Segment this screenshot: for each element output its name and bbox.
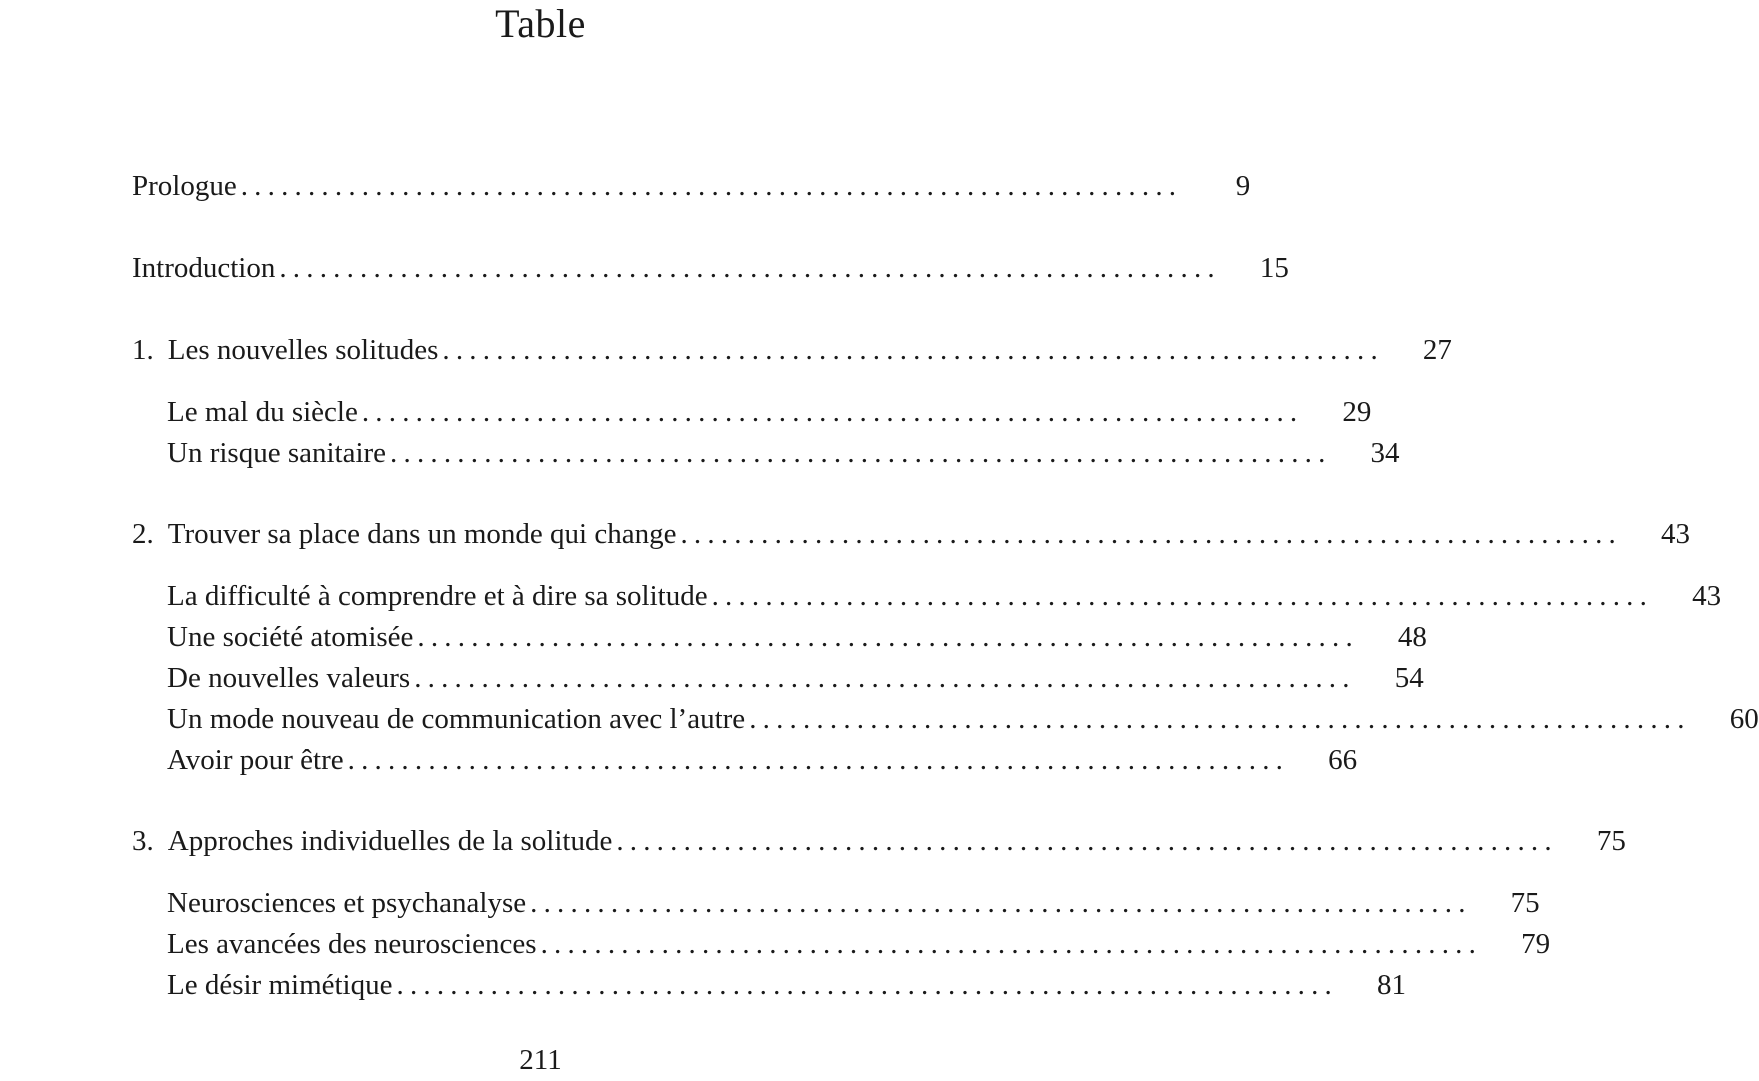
toc-entry-label: De nouvelles valeurs [167, 662, 411, 694]
toc-section [167, 617, 1427, 657]
toc-section [167, 965, 1406, 1005]
dot-leader: ...................................................................... [361, 396, 1304, 428]
toc-entry-label: Approches individuelles de la solitude [167, 825, 613, 857]
dot-leader: ...................................................................... [414, 662, 1356, 694]
page-title: Table [495, 1, 586, 46]
toc-section [167, 658, 1424, 698]
dot-leader: ...................................................................... [442, 334, 1384, 366]
toc-entry-label: Introduction [132, 252, 276, 284]
toc-page-number: 54 [1394, 662, 1424, 694]
toc-section [167, 433, 1400, 473]
toc-page-number: 43 [1660, 518, 1690, 550]
dot-leader: ...................................................................... [279, 252, 1221, 284]
toc-entry-introduction [132, 248, 1289, 288]
toc-page-number: 75 [1510, 887, 1540, 919]
dot-leader: ...................................................................... [540, 928, 1483, 960]
toc-page-number: 34 [1370, 437, 1400, 469]
toc-page-number: 60 [1729, 703, 1759, 735]
dot-leader: ...................................................................... [347, 744, 1290, 776]
toc-entry-label: Trouver sa place dans un monde qui change [167, 518, 677, 550]
toc-chapter-2 [132, 514, 1690, 554]
dot-leader: ...................................................................... [417, 621, 1359, 653]
dot-leader: ...................................................................... [616, 825, 1558, 857]
toc-entry-label: Le mal du siècle [167, 396, 358, 428]
toc-section [167, 740, 1358, 780]
toc-chapter-1 [132, 330, 1452, 370]
toc-entry-prologue [132, 166, 1251, 206]
dot-leader: ...................................................................... [749, 703, 1691, 735]
dot-leader: ...................................................................... [240, 170, 1183, 202]
chapter-number: 3. [132, 825, 154, 857]
toc-section [167, 392, 1372, 432]
toc-page-number: 43 [1692, 580, 1722, 612]
toc-entry-label: Une société atomisée [167, 621, 414, 653]
dot-leader: ...................................................................... [396, 969, 1338, 1001]
toc-page-number: 81 [1377, 969, 1406, 1001]
dot-leader: ...................................................................... [680, 518, 1622, 550]
toc-entry-label: Un mode nouveau de communication avec l’autre [167, 703, 746, 735]
toc-entry-label: Le désir mimétique [167, 969, 393, 1001]
toc-page-number: 27 [1422, 334, 1452, 366]
toc-page-number: 66 [1328, 744, 1358, 776]
chapter-number: 2. [132, 518, 154, 550]
page-number-footer: 211 [519, 1044, 562, 1076]
chapter-number: 1. [132, 334, 154, 366]
toc-entry-label: Les avancées des neurosciences [167, 928, 537, 960]
toc-section [167, 576, 1722, 616]
toc-page-number: 48 [1397, 621, 1427, 653]
toc-section [167, 883, 1540, 923]
toc-page-number: 9 [1235, 170, 1251, 202]
toc-entry-label: Neurosciences et psychanalyse [167, 887, 527, 919]
toc-entry-label: Avoir pour être [167, 744, 344, 776]
toc-entry-label: Un risque sanitaire [167, 437, 387, 469]
toc-entry-label: Prologue [132, 170, 237, 202]
toc-page-number: 75 [1596, 825, 1626, 857]
toc-section [167, 924, 1551, 964]
toc-page-number: 15 [1259, 252, 1289, 284]
dot-leader: ...................................................................... [530, 887, 1472, 919]
dot-leader: ...................................................................... [390, 437, 1332, 469]
toc-entry-label: La difficulté à comprendre et à dire sa solitude [167, 580, 708, 612]
dot-leader: ...................................................................... [711, 580, 1654, 612]
toc-page-number: 79 [1521, 928, 1551, 960]
toc-entry-label: Les nouvelles solitudes [167, 334, 439, 366]
toc-page-number: 29 [1342, 396, 1372, 428]
toc-section [167, 699, 1759, 739]
toc-chapter-3 [132, 821, 1626, 861]
